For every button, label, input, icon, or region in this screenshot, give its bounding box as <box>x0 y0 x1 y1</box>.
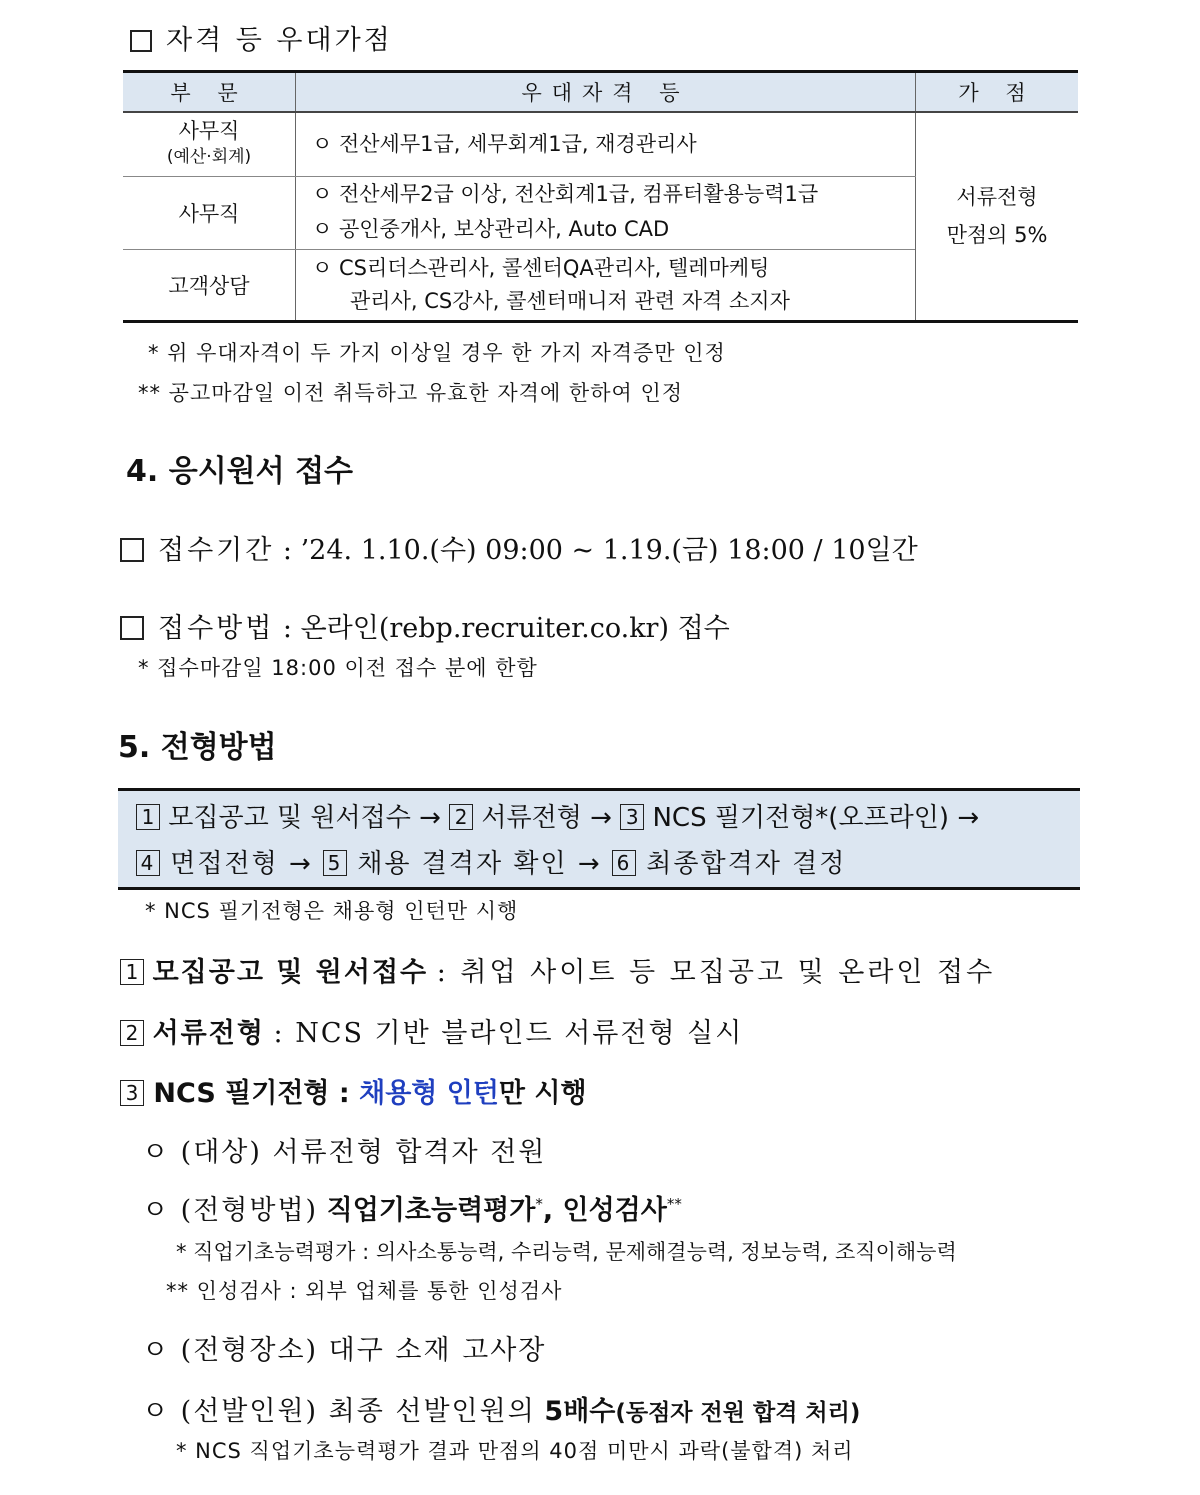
section5-heading: 5. 전형방법 <box>118 730 277 765</box>
application-period: 접수기간 : ’24. 1.10.(수) 09:00 ~ 1.19.(금) 18:00 / 10일간 <box>120 528 918 567</box>
qualification-cell: ㅇ CS리더스관리사, 콜센터QA관리사, 텔레마케팅 관리사, CS강사, 콜센터매니저 관련 자격 소지자 <box>296 249 916 321</box>
bonus-table <box>123 70 1078 323</box>
application-method: 접수방법 : 온라인(rebp.recruiter.co.kr) 접수 <box>120 606 730 645</box>
step-3: 3 NCS 필기전형 : 채용형 인턴만 시행 <box>120 1071 587 1110</box>
ncs-place: ㅇ (전형장소) 대구 소재 고사장 <box>142 1335 547 1366</box>
checkbox-square-icon <box>120 616 144 640</box>
qualification-cell: ㅇ 전산세무1급, 세무회계1급, 재경관리사 <box>296 112 916 176</box>
dept-cell: 사무직 (예산·회계) <box>123 112 296 176</box>
header-dept: 부 문 <box>123 72 296 113</box>
step-1: 1 모집공고 및 원서접수 : 취업 사이트 등 모집공고 및 온라인 접수 <box>120 950 995 989</box>
ncs-selection-note: * NCS 직업기초능력평가 결과 만점의 40점 미만시 과락(불합격) 처리 <box>176 1439 854 1463</box>
ncs-method-note-2: ** 인성검사 : 외부 업체를 통한 인성검사 <box>166 1279 563 1303</box>
checkbox-square-icon <box>120 538 144 562</box>
qualification-cell: ㅇ 전산세무2급 이상, 전산회계1급, 컴퓨터활용능력1급 ㅇ 공인중개사, 보상관리사, Auto CAD <box>296 176 916 249</box>
section4-heading: 4. 응시원서 접수 <box>126 454 354 489</box>
selection-flow-box <box>118 788 1080 890</box>
ncs-selection: ㅇ (선발인원) 최종 선발인원의 5배수(동점자 전원 합격 처리) <box>142 1396 861 1427</box>
header-points: 가 점 <box>916 72 1079 113</box>
flow-line-2: 4 면접전형 → 5 채용 결격자 확인 → 6 최종합격자 결정 <box>136 843 846 880</box>
dept-cell: 고객상담 <box>123 249 296 321</box>
points-cell: 서류전형 만점의 5% <box>916 112 1079 321</box>
ncs-method-note-1: * 직업기초능력평가 : 의사소통능력, 수리능력, 문제해결능력, 정보능력, 조직이해능력 <box>176 1240 957 1264</box>
highlight-text: 채용형 인턴 <box>359 1078 499 1109</box>
dept-cell: 사무직 <box>123 176 296 249</box>
bonus-note-1: * 위 우대자격이 두 가지 이상일 경우 한 가지 자격증만 인정 <box>148 341 726 365</box>
flow-line-1: 1 모집공고 및 원서접수 → 2 서류전형 → 3 NCS 필기전형*(오프라인) → <box>136 797 979 834</box>
checkbox-square-icon <box>130 30 152 52</box>
header-qualification: 우대자격 등 <box>296 72 916 113</box>
bonus-section-title: 자격 등 우대가점 <box>130 18 393 57</box>
step-2: 2 서류전형 : NCS 기반 블라인드 서류전형 실시 <box>120 1011 743 1050</box>
flow-note: * NCS 필기전형은 채용형 인턴만 시행 <box>145 899 519 923</box>
bonus-note-2: ** 공고마감일 이전 취득하고 유효한 자격에 한하여 인정 <box>138 381 684 405</box>
application-method-note: * 접수마감일 18:00 이전 접수 분에 한함 <box>138 656 538 680</box>
table-row <box>123 112 1078 176</box>
ncs-target: ㅇ (대상) 서류전형 합격자 전원 <box>142 1137 547 1168</box>
table-header-row <box>123 72 1078 113</box>
ncs-method: ㅇ (전형방법) 직업기초능력평가*, 인성검사** <box>142 1195 682 1226</box>
